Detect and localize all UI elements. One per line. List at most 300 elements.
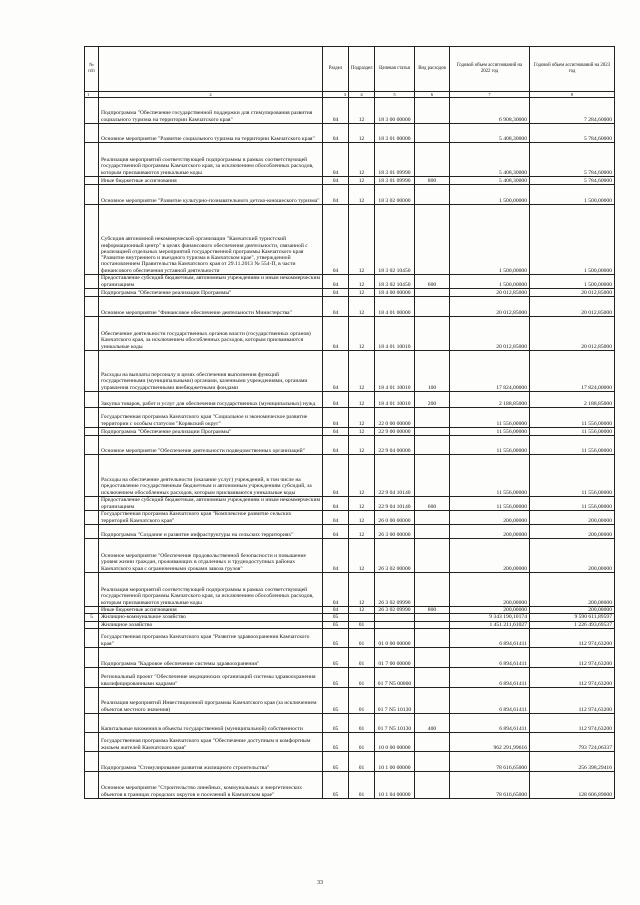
row-target: 26 3 02 09990 [375,573,415,607]
row-name: Основное мероприятие "Обеспечение деятельности подведомственных организаций" [99,436,323,455]
row-expense-type [415,771,450,798]
row-2023: 112 974,63200 [530,647,615,667]
row-target: 18 3 02 10450 [375,275,415,289]
row-target: 10 0 00 00000 [375,732,415,751]
row-name: Жилищно-коммунальное хозяйство [99,614,323,621]
row-name: Закупка товаров, работ и услуг для обеспечения государственных (муниципальных) нужд [99,392,323,408]
row-number [85,539,99,573]
row-section: 04 [323,317,349,351]
row-expense-type [415,573,450,607]
table-row [85,98,615,124]
row-section: 05 [323,732,349,751]
row-name: Подпрограмма "Обеспечение реализации Программы" [99,428,323,436]
row-subsection: 01 [349,687,375,713]
row-section: 04 [323,98,349,124]
row-number [85,511,99,525]
row-2022: 1 451 211,61027 [450,621,530,628]
row-name: Иные бюджетные ассигнования [99,177,323,185]
row-number [85,621,99,628]
row-2023: 200,00000 [530,607,615,614]
row-section: 04 [323,351,349,392]
row-2022: 6 894,61411 [450,667,530,687]
row-number [85,525,99,539]
row-subsection: 12 [349,428,375,436]
row-2022: 11 556,00000 [450,428,530,436]
row-2022: 200,00000 [450,539,530,573]
row-subsection: 01 [349,713,375,732]
row-subsection: 12 [349,297,375,317]
row-2023: 11 556,00000 [530,497,615,511]
colnum: 3 [323,92,349,98]
row-2023: 1 226 493,69537 [530,621,615,628]
table-row [85,317,615,351]
row-name: Капитальные вложения в объекты государственной (муниципальной) собственности [99,713,323,732]
row-name: Подпрограмма "Кадровое обеспечение системы здравоохранения" [99,647,323,667]
table-row [85,667,615,687]
row-2023: 11 556,00000 [530,428,615,436]
table-row [85,275,615,289]
row-name: Подпрограмма "Обеспечение государственной поддержки для стимулирования развития социального туризма на территории Камчатского края" [99,98,323,124]
row-target: 22 0 00 00000 [375,408,415,428]
row-name: Основное мероприятие "Обеспечение продовольственной безопасности и повышение уровня жизни граждан, проживающих в отдаленных и труднодоступных районах Камчатского края с ограниченными сроками завоза грузов" [99,539,323,573]
row-2022: 5 408,30000 [450,143,530,177]
row-expense-type [415,205,450,275]
colnum: 1 [85,92,99,98]
row-2022: 6 894,61411 [450,628,530,647]
colnum: 5 [375,92,415,98]
row-subsection: 12 [349,497,375,511]
row-number [85,573,99,607]
header-target: Целевая статья [375,47,415,92]
row-expense-type: 400 [415,713,450,732]
table-header-row [85,47,615,92]
row-2023: 200,00000 [530,539,615,573]
row-expense-type [415,628,450,647]
row-expense-type [415,436,450,455]
row-name: Реализация мероприятий соответствующей подпрограммы в рамках соответствующей государственной программы Камчатского края, за исключением обособленных расходов, которым присваиваются уникальные коды [99,143,323,177]
row-2022: 1 500,00000 [450,275,530,289]
row-number [85,436,99,455]
row-section: 05 [323,628,349,647]
row-target: 22 9 04 10140 [375,455,415,497]
row-number [85,408,99,428]
row-2023: 256 398,29416 [530,751,615,771]
table-row [85,428,615,436]
row-number [85,317,99,351]
row-expense-type [415,317,450,351]
row-number [85,177,99,185]
row-target: 18 3 02 10450 [375,205,415,275]
row-subsection: 01 [349,751,375,771]
row-name: Реализация мероприятий соответствующей подпрограммы в рамках соответствующей государственной программы Камчатского края, за исключением обособленных расходов, которым присваиваются уникальные коды [99,573,323,607]
row-2022: 962 291,99616 [450,732,530,751]
row-2022: 20 012,85000 [450,297,530,317]
row-2022: 20 012,85000 [450,289,530,297]
row-2022: 17 824,00000 [450,351,530,392]
row-section: 04 [323,275,349,289]
row-2023: 112 974,63200 [530,713,615,732]
row-name: Предоставление субсидий бюджетным, автономным учреждениям и иным некоммерческим организациям [99,497,323,511]
row-section: 05 [323,667,349,687]
row-expense-type [415,143,450,177]
row-expense-type [415,455,450,497]
row-2023: 200,00000 [530,511,615,525]
row-2022: 11 556,00000 [450,436,530,455]
table-row [85,351,615,392]
row-target: 10 1 00 00000 [375,751,415,771]
row-number [85,98,99,124]
table-row [85,185,615,205]
row-subsection: 12 [349,573,375,607]
row-section: 05 [323,647,349,667]
row-number [85,455,99,497]
row-2022: 78 616,65000 [450,751,530,771]
row-target: 22 9 04 00000 [375,436,415,455]
row-2022: 20 012,85000 [450,317,530,351]
row-name: Расходы на обеспечение деятельности (оказание услуг) учреждений, в том числе на предоставление государственным бюджетным и автономным учреждениям субсидий, за исключением обособленных расходов, которым присваиваются уникальные коды [99,455,323,497]
row-section: 05 [323,621,349,628]
row-subsection: 12 [349,124,375,143]
colnum: 2 [99,92,323,98]
row-expense-type [415,511,450,525]
row-expense-type [415,621,450,628]
row-name: Иные бюджетные ассигнования [99,607,323,614]
row-target: 18 3 00 00000 [375,98,415,124]
table-row [85,205,615,275]
row-number [85,667,99,687]
row-number [85,297,99,317]
table-row [85,297,615,317]
row-subsection: 01 [349,621,375,628]
row-target: 18 4 01 10010 [375,392,415,408]
row-2022: 200,00000 [450,573,530,607]
row-2023: 9 590 611,89597 [530,614,615,621]
table-row [85,392,615,408]
header-num: № п/п [85,47,99,92]
row-2023: 11 556,00000 [530,408,615,428]
row-2023: 2 188,85000 [530,392,615,408]
row-2022: 2 188,85000 [450,392,530,408]
row-section: 04 [323,539,349,573]
row-2022: 5 408,30000 [450,177,530,185]
row-subsection: 12 [349,525,375,539]
row-2023: 1 500,00000 [530,275,615,289]
colnum: 6 [415,92,450,98]
row-target: 18 4 01 10010 [375,351,415,392]
row-section: 04 [323,392,349,408]
row-name: Подпрограмма "Создание и развитие инфраструктуры на сельских территориях" [99,525,323,539]
row-subsection: 12 [349,511,375,525]
row-number [85,185,99,205]
row-subsection: 12 [349,275,375,289]
row-expense-type: 600 [415,275,450,289]
row-target: 18 3 02 00000 [375,185,415,205]
row-expense-type [415,687,450,713]
row-name: Государственная программа Камчатского края "Обеспечение доступным и комфортным жильем жителей Камчатского края" [99,732,323,751]
row-2022: 6 894,61411 [450,647,530,667]
row-subsection: 12 [349,185,375,205]
header-2022: Годовой объем ассигнований на 2022 год [450,47,530,92]
row-section: 05 [323,771,349,798]
row-2022: 6 894,61411 [450,713,530,732]
row-subsection: 01 [349,647,375,667]
row-expense-type [415,732,450,751]
row-number [85,687,99,713]
row-2022: 5 408,30000 [450,124,530,143]
table-row [85,539,615,573]
colnum: 8 [530,92,615,98]
row-expense-type [415,289,450,297]
row-expense-type [415,124,450,143]
row-section: 04 [323,525,349,539]
row-section: 04 [323,436,349,455]
row-target: 01 7 00 00000 [375,647,415,667]
row-name: Подпрограмма "Обеспечение реализации Программы" [99,289,323,297]
row-section: 04 [323,124,349,143]
row-2022: 200,00000 [450,525,530,539]
row-target: 01 7 N5 00000 [375,667,415,687]
row-target: 26 3 00 00000 [375,525,415,539]
row-subsection: 12 [349,392,375,408]
row-name: Основное мероприятие "Строительство линейных, коммунальных и энергетических объектов в границах городских округов и поселений в Камчатском крае" [99,771,323,798]
table-row [85,408,615,428]
row-subsection: 12 [349,607,375,614]
row-2023: 11 556,00000 [530,436,615,455]
row-subsection: 01 [349,667,375,687]
row-name: Основное мероприятие "Финансовое обеспечение деятельности Министерства" [99,297,323,317]
row-section: 04 [323,408,349,428]
row-subsection: 12 [349,289,375,297]
row-2022: 6 894,61411 [450,687,530,713]
row-2023: 11 556,00000 [530,455,615,497]
row-2022: 200,00000 [450,607,530,614]
row-2023: 5 784,60000 [530,177,615,185]
table-row [85,124,615,143]
row-number [85,289,99,297]
row-target: 26 3 02 09990 [375,607,415,614]
row-number [85,124,99,143]
table-row [85,621,615,628]
row-2023: 112 974,63200 [530,628,615,647]
row-expense-type [415,647,450,667]
row-subsection [349,614,375,621]
row-2023: 5 784,60000 [530,124,615,143]
table-row [85,614,615,621]
row-2022: 6 908,30000 [450,98,530,124]
row-expense-type [415,98,450,124]
row-name: Расходы на выплаты персоналу в целях обеспечения выполнения функций государственными (муниципальными) органами, казенными учреждениями, органами управления государственными внебюджетными фондами [99,351,323,392]
row-section: 04 [323,297,349,317]
row-expense-type [415,185,450,205]
row-2023: 128 606,89000 [530,771,615,798]
row-2023: 20 012,85000 [530,289,615,297]
row-section: 04 [323,289,349,297]
row-target: 18 3 01 09990 [375,143,415,177]
row-target: 18 3 01 09990 [375,177,415,185]
row-section: 05 [323,614,349,621]
row-expense-type: 800 [415,607,450,614]
row-2023: 1 500,00000 [530,185,615,205]
table-row [85,687,615,713]
row-2022: 11 556,00000 [450,455,530,497]
row-number [85,732,99,751]
row-section: 05 [323,751,349,771]
header-section: Раздел [323,47,349,92]
row-2023: 20 012,85000 [530,317,615,351]
row-section: 04 [323,511,349,525]
row-subsection: 01 [349,732,375,751]
row-target [375,621,415,628]
row-number [85,751,99,771]
row-2023: 793 724,06337 [530,732,615,751]
row-section: 04 [323,177,349,185]
table-row [85,732,615,751]
row-target: 01 7 N5 10130 [375,713,415,732]
row-2023: 200,00000 [530,573,615,607]
row-number [85,205,99,275]
row-name: Государственная программа Камчатского края "Социальное и экономическое развитие территории с особым статусом "Корякский округ" [99,408,323,428]
table-row [85,771,615,798]
row-2023: 200,00000 [530,525,615,539]
row-number: 5 [85,614,99,621]
row-expense-type [415,525,450,539]
row-name: Подпрограмма "Стимулирование развития жилищного строительства" [99,751,323,771]
row-expense-type [415,751,450,771]
row-subsection: 12 [349,143,375,177]
row-expense-type [415,428,450,436]
row-section: 05 [323,713,349,732]
row-2023: 112 974,63200 [530,667,615,687]
row-2022: 200,00000 [450,511,530,525]
row-section: 04 [323,573,349,607]
row-name: Жилищное хозяйство [99,621,323,628]
row-subsection: 12 [349,455,375,497]
row-target: 18 3 01 00000 [375,124,415,143]
row-number [85,275,99,289]
row-section: 04 [323,497,349,511]
table-row [85,573,615,607]
row-section: 05 [323,687,349,713]
row-subsection: 01 [349,628,375,647]
row-section: 04 [323,205,349,275]
table-row [85,143,615,177]
row-subsection: 12 [349,436,375,455]
row-2022: 9 343 190,10174 [450,614,530,621]
row-expense-type [415,614,450,621]
table-row [85,628,615,647]
row-name: Региональный проект "Обеспечение медицинских организаций системы здравоохранения квалифицированными кадрами" [99,667,323,687]
row-number [85,143,99,177]
row-2022: 1 500,00000 [450,185,530,205]
row-name: Субсидия автономной некоммерческой организации "Камчатский туристский информационный центр" в целях финансового обеспечения деятельности, связанной с реализацией отдельных мероприятий государственной программы Камчатского края "Развитие внутреннего и въездного туризма в Камчатском крае", утвержденной постановлением Правительства Камчатского края от 29.11.2013 № 554-П, в части финансового обеспечения уставной деятельности [99,205,323,275]
row-target: 18 4 00 00000 [375,289,415,297]
table-row [85,525,615,539]
table-row [85,713,615,732]
row-2022: 1 500,00000 [450,205,530,275]
row-subsection: 12 [349,408,375,428]
row-section: 04 [323,185,349,205]
row-2023: 5 784,60000 [530,143,615,177]
row-expense-type [415,539,450,573]
row-number [85,628,99,647]
row-expense-type [415,667,450,687]
row-subsection: 12 [349,98,375,124]
table-row [85,497,615,511]
row-target: 26 0 00 00000 [375,511,415,525]
row-number [85,497,99,511]
row-target: 22 9 00 00000 [375,428,415,436]
row-number [85,713,99,732]
row-subsection: 01 [349,771,375,798]
table-row [85,455,615,497]
table-row [85,511,615,525]
table-row [85,647,615,667]
row-number [85,771,99,798]
row-2022: 11 556,00000 [450,408,530,428]
table-row [85,436,615,455]
row-2023: 17 824,00000 [530,351,615,392]
row-number [85,607,99,614]
row-name: Предоставление субсидий бюджетным, автономным учреждениям и иным некоммерческим организациям [99,275,323,289]
row-section: 04 [323,607,349,614]
row-expense-type: 800 [415,177,450,185]
header-2023: Годовой объем ассигнований на 2023 год [530,47,615,92]
row-2023: 1 500,00000 [530,205,615,275]
row-expense-type [415,297,450,317]
row-expense-type [415,408,450,428]
row-name: Государственная программа Камчатского края "Развитие здравоохранения Камчатского края" [99,628,323,647]
row-target: 18 4 01 10010 [375,317,415,351]
row-target: 26 3 02 00000 [375,539,415,573]
row-subsection: 12 [349,539,375,573]
row-subsection: 12 [349,177,375,185]
row-target: 01 7 N5 10130 [375,687,415,713]
row-2022: 11 556,00000 [450,497,530,511]
row-number [85,392,99,408]
page-number: 33 [317,880,323,886]
row-name: Основное мероприятие "Развитие культурно-познавательного детско-юношеского туризма" [99,185,323,205]
header-expense-type: Вид расходов [415,47,450,92]
colnum: 7 [450,92,530,98]
row-target: 22 9 04 10140 [375,497,415,511]
row-subsection: 12 [349,351,375,392]
row-number [85,428,99,436]
header-name [99,47,323,92]
budget-table [84,46,615,799]
row-number [85,647,99,667]
row-number [85,351,99,392]
row-name: Обеспечение деятельности государственных органов власти (государственных органов) Камчатского края, за исключением обособленных расходов, которым присваиваются уникальные коды [99,317,323,351]
row-expense-type: 200 [415,392,450,408]
table-row [85,289,615,297]
row-name: Государственная программа Камчатского края "Комплексное развитие сельских территорий Камчатского края" [99,511,323,525]
row-target: 01 0 00 00000 [375,628,415,647]
row-name: Реализация мероприятий Инвестиционной программы Камчатского края (за исключением объектов местного значения) [99,687,323,713]
row-section: 04 [323,455,349,497]
row-target: 18 4 01 00000 [375,297,415,317]
row-subsection: 12 [349,205,375,275]
row-target: 10 1 04 00000 [375,771,415,798]
row-name: Основное мероприятие "Развитие социального туризма на территории Камчатского края" [99,124,323,143]
colnum: 4 [349,92,375,98]
table-row [85,607,615,614]
row-2023: 20 012,85000 [530,297,615,317]
row-2023: 7 284,60000 [530,98,615,124]
row-expense-type: 600 [415,497,450,511]
row-subsection: 12 [349,317,375,351]
row-expense-type: 100 [415,351,450,392]
header-subsection: Подраздел [349,47,375,92]
